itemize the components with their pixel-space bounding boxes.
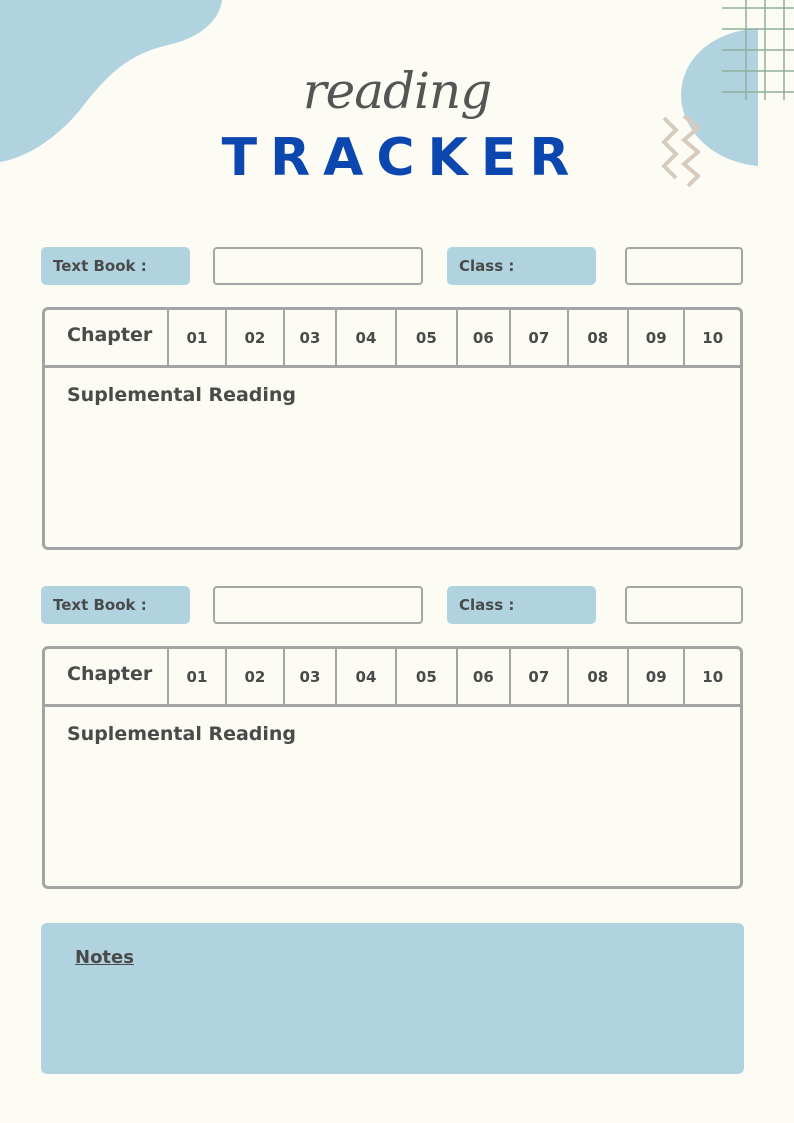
chapter-cell[interactable]: 04 bbox=[337, 649, 397, 704]
chapter-cell[interactable]: 10 bbox=[702, 328, 724, 347]
class-input[interactable] bbox=[625, 247, 743, 285]
chapter-cell[interactable]: 10 bbox=[702, 667, 724, 686]
class-input[interactable] bbox=[625, 586, 743, 624]
notes-box[interactable] bbox=[41, 923, 744, 1074]
chapter-cell[interactable]: 09 bbox=[629, 310, 686, 365]
chapter-cell[interactable]: 04 bbox=[337, 310, 397, 365]
class-label: Class : bbox=[447, 247, 596, 285]
textbook-input[interactable] bbox=[213, 247, 423, 285]
chapter-cell[interactable]: 07 bbox=[511, 649, 568, 704]
textbook-label: Text Book : bbox=[41, 247, 190, 285]
supplemental-reading-label: Suplemental Reading bbox=[67, 723, 297, 745]
supplemental-reading-label: Suplemental Reading bbox=[67, 384, 297, 406]
chapter-cell[interactable]: 02 bbox=[227, 649, 285, 704]
chapter-cell[interactable]: 08 bbox=[569, 310, 629, 365]
chapter-cell[interactable]: 02 bbox=[227, 310, 285, 365]
chapter-cell[interactable]: 06 bbox=[458, 649, 512, 704]
chapter-cell[interactable]: 01 bbox=[169, 649, 226, 704]
chapter-cell[interactable]: 06 bbox=[458, 310, 512, 365]
chapter-row bbox=[45, 310, 740, 368]
class-label: Class : bbox=[447, 586, 596, 624]
chapter-label: Chapter bbox=[45, 310, 169, 365]
chapter-row bbox=[45, 649, 740, 707]
notes-title: Notes bbox=[75, 947, 134, 968]
page-title: TRACKER bbox=[221, 128, 583, 188]
chapter-cell[interactable]: 03 bbox=[285, 310, 337, 365]
textbook-input[interactable] bbox=[213, 586, 423, 624]
chapter-cell[interactable]: 01 bbox=[169, 310, 226, 365]
chapter-tracker-table bbox=[42, 307, 743, 550]
chapter-cell[interactable]: 03 bbox=[285, 649, 337, 704]
chapter-cell[interactable]: 08 bbox=[569, 649, 629, 704]
chapter-cell[interactable]: 09 bbox=[629, 649, 686, 704]
textbook-label: Text Book : bbox=[41, 586, 190, 624]
title-script: reading bbox=[302, 62, 492, 120]
chapter-cell[interactable]: 05 bbox=[397, 649, 457, 704]
chapter-cell[interactable]: 07 bbox=[511, 310, 568, 365]
chapter-label: Chapter bbox=[45, 649, 169, 704]
chapter-cell[interactable]: 05 bbox=[397, 310, 457, 365]
chapter-tracker-table bbox=[42, 646, 743, 889]
